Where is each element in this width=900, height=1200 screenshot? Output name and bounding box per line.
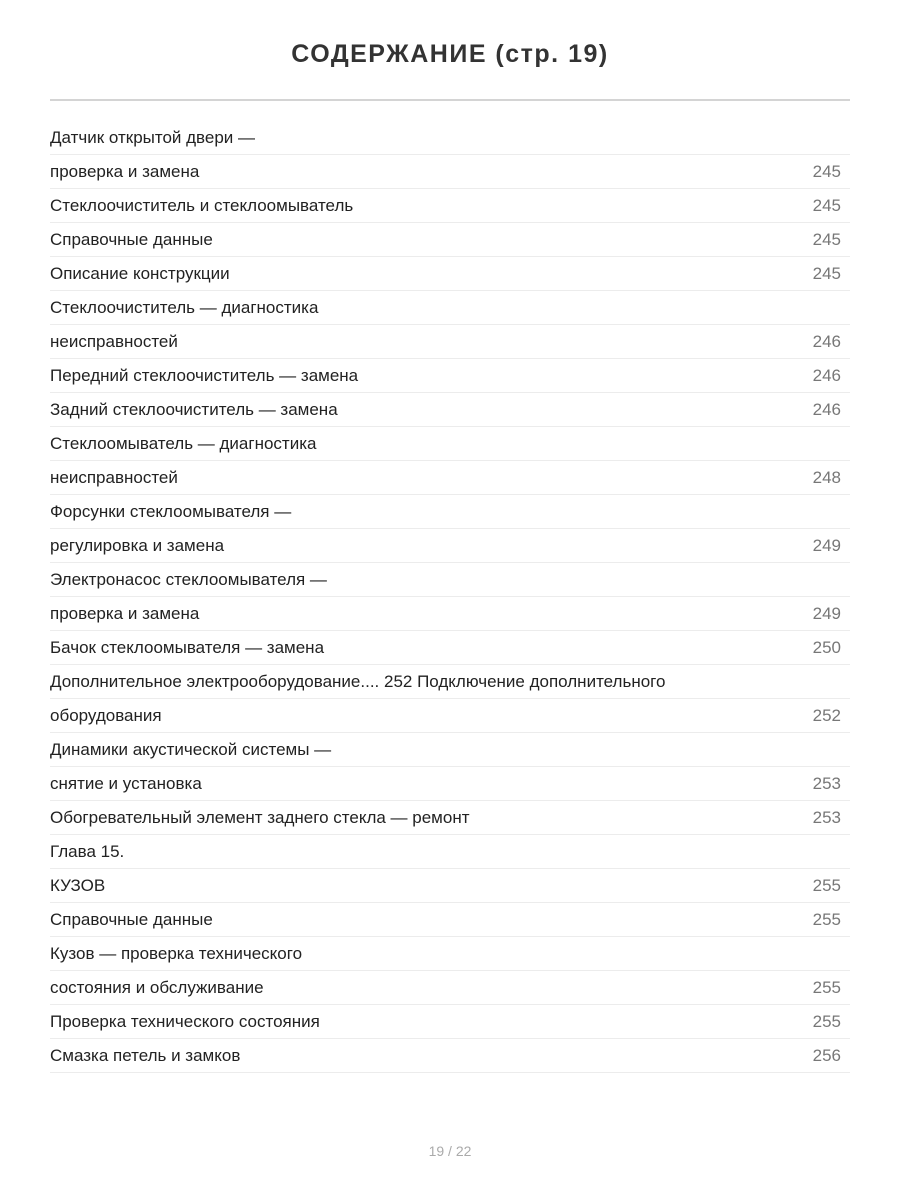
toc-entry-title: оборудования: [50, 705, 162, 725]
toc-entry: [50, 767, 850, 801]
toc-entry: [50, 631, 850, 665]
toc-entry: [50, 971, 850, 1005]
toc-entry-title: Кузов — проверка технического: [50, 943, 303, 963]
toc-entry-title: состояния и обслуживание: [50, 977, 264, 997]
toc-entry: [50, 529, 850, 563]
toc-entry-page: 246: [812, 365, 841, 385]
toc-entry-title: Дополнительное электрооборудование.... 252 Подключение дополнительного: [50, 671, 666, 691]
title-divider: [50, 99, 850, 101]
toc-entry-page: 245: [812, 161, 841, 181]
toc-entry: [50, 699, 850, 733]
toc-entry-title: Электронасос стеклоомывателя —: [50, 569, 327, 589]
toc-entry: [50, 257, 850, 291]
page-title: СОДЕРЖАНИЕ (стр. 19): [291, 40, 609, 68]
toc-entry: [50, 223, 850, 257]
toc-entry-title: Стеклоочиститель — диагностика: [50, 297, 319, 317]
toc-entry-page: 246: [812, 331, 841, 351]
toc-entry-title: Стеклоомыватель — диагностика: [50, 433, 317, 453]
toc-entry-title: проверка и замена: [50, 603, 200, 623]
toc-entry-page: 252: [812, 705, 841, 725]
toc-entry-title: Датчик открытой двери —: [50, 127, 256, 147]
toc-entry: [50, 869, 850, 903]
toc-entry: [50, 733, 850, 767]
toc-entry-title: проверка и замена: [50, 161, 200, 181]
toc-entry: [50, 665, 850, 699]
toc-entry: [50, 937, 850, 971]
toc-entry-title: неисправностей: [50, 331, 178, 351]
toc-entry: [50, 155, 850, 189]
toc-entry: [50, 1005, 850, 1039]
page-indicator: 19 / 22: [428, 1143, 472, 1159]
toc-entry-page: 255: [812, 909, 841, 929]
toc-entry-title: Бачок стеклоомывателя — замена: [50, 637, 325, 657]
toc-entry-title: Передний стеклоочиститель — замена: [50, 365, 359, 385]
toc-entry-title: Глава 15.: [50, 841, 125, 861]
toc-entry: [50, 597, 850, 631]
toc-entry-title: неисправностей: [50, 467, 178, 487]
toc-entry-page: 253: [812, 773, 841, 793]
toc-entry-title: Форсунки стеклоомывателя —: [50, 501, 292, 521]
toc-entry-page: 255: [812, 977, 841, 997]
toc-entry-title: КУЗОВ: [50, 875, 106, 895]
toc-entry: [50, 427, 850, 461]
toc-entry-title: Описание конструкции: [50, 263, 230, 283]
toc-entry-page: 255: [812, 1011, 841, 1031]
toc-entry-page: 253: [812, 807, 841, 827]
toc-entry: [50, 495, 850, 529]
toc-entry: [50, 801, 850, 835]
toc-entry-page: 245: [812, 263, 841, 283]
toc-entry-page: 249: [812, 535, 841, 555]
toc-entry-page: 245: [812, 229, 841, 249]
toc-entry-title: Справочные данные: [50, 909, 213, 929]
toc-entry-page: 255: [812, 875, 841, 895]
toc-entry: [50, 835, 850, 869]
toc-entry: [50, 325, 850, 359]
toc-entry-title: Задний стеклоочиститель — замена: [50, 399, 338, 419]
toc-entry-title: снятие и установка: [50, 773, 202, 793]
toc-entry-title: регулировка и замена: [50, 535, 225, 555]
toc-entry-page: 249: [812, 603, 841, 623]
toc-entry: [50, 1039, 850, 1073]
toc-entry-page: 248: [812, 467, 841, 487]
toc-entry: [50, 291, 850, 325]
toc-entry-title: Стеклоочиститель и стеклоомыватель: [50, 195, 354, 215]
toc-entry-page: 246: [812, 399, 841, 419]
toc-entry-title: Обогревательный элемент заднего стекла — ремонт: [50, 807, 470, 827]
toc-entry-title: Проверка технического состояния: [50, 1011, 320, 1031]
toc-entry: [50, 121, 850, 155]
toc-entry: [50, 563, 850, 597]
toc-entry-title: Справочные данные: [50, 229, 213, 249]
toc-entry: [50, 461, 850, 495]
toc-entry: [50, 903, 850, 937]
toc-entry: [50, 359, 850, 393]
toc-entry-page: 250: [812, 637, 841, 657]
table-of-contents: [50, 121, 850, 1073]
toc-entry-title: Динамики акустической системы —: [50, 739, 332, 759]
toc-entry-title: Смазка петель и замков: [50, 1045, 241, 1065]
toc-entry: [50, 393, 850, 427]
toc-entry-page: 256: [812, 1045, 841, 1065]
toc-entry-page: 245: [812, 195, 841, 215]
toc-entry: [50, 189, 850, 223]
